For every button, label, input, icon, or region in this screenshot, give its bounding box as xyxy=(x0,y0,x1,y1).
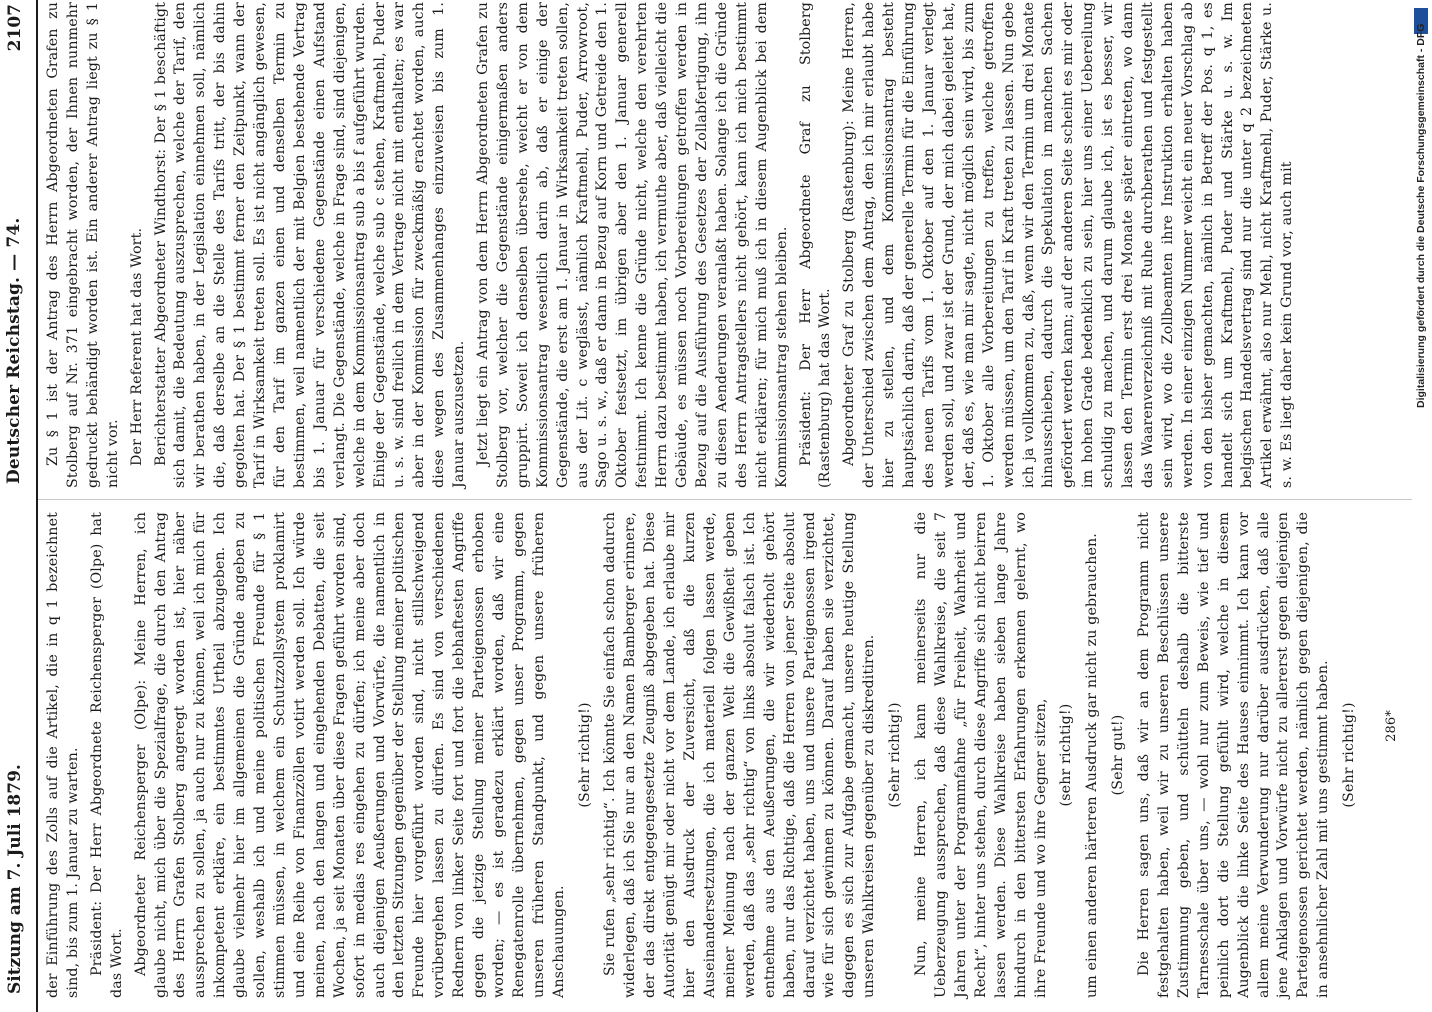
paragraph: Berichterstatter Abgeordneter Windthorst: Der § 1 beschäftigt sich damit, die Bedeutung auszusprechen, welche der Tarif, den wir berathen haben, in der Legislation einnehmen soll, nämlich die, daß derselbe an die Stelle des Tarifs tritt, der bis dahin gegolten hat. Der § 1 bestimmt ferner den Zeitpunkt, wann der Tarif in Wirksamkeit treten soll. Es ist nicht angänglich gewesen, für den Tarif im ganzen einen und denselben Termin zu bestimmen, weil namentlich der mit Belgien bestehende Vertrag bis 1. Januar für verschiedene Gegenstände einen Aufstand verlangt. Die Gegenstände, welche in Frage sind, sind diejenigen, welche in dem Kommissionsantrag sub a bis f aufgeführt wurden. Einige der Gegenstände, welche sub c stehen, Kraftmehl, Puder u. s. w. sind freilich in dem Vertrage nicht mit enthalten; es war aber in der Kommission für zweckmäßig erachtet worden, auch diese wegen des Zusammenhanges einzuweisen bis zum 1. Januar auszusetzen. xyxy=(152,2,468,488)
left-column xyxy=(0,0,1412,490)
header-title: Deutscher Reichstag. — 74. xyxy=(4,217,24,484)
dfg-sidebar xyxy=(1410,0,1432,1000)
right-column xyxy=(0,510,1412,1000)
left-column-body xyxy=(44,2,1302,488)
paragraph: Sie rufen „sehr richtig“. Ich könnte Sie einfach schon dadurch widerlegen, daß ich Sie nur an den Namen Bamberger erinnere, der das direkt entgegengesetzte Zeugniß abgegeben hat. Diese Autorität genügt mir oder nicht vor dem Lande, ich erlaube mir hier den Ausdruck der Zuversicht, daß die kurzen Auseinandersetzungen, die ich materiell folgen lassen werde, meiner Meinung nach der ganzen Welt die Gewißheit geben werden, daß das „sehr richtig“ von links absolut falsch ist. Ich entnehme aus den Aeußerungen, die wir wiederholt gehört haben, nur das Richtige, daß die Herren von jener Seite absolut darauf verzichtet haben, uns und unsere Parteigenossen irgend wie für sich gewinnen zu können. Darauf haben sie verzichtet, dagegen es sich zur Aufgabe gemacht, unsere heutige Stellung unseren Wahlkreisen gegenüber zu diskreditiren. xyxy=(602,512,878,998)
paragraph: Abgeordneter Reichensperger (Olpe): Meine Herren, ich glaube nicht, mich über die Spezialfrage, die durch den Antrag des Herrn Grafen Stolberg angeregt worden ist, hier näher aussprechen zu sollen, ja auch nur zu können, weil ich mich für inkompetent erkläre, ein bestimmtes Urtheil abzugeben. Ich glaube vielmehr hier im allgemeinen die Gründe angeben zu sollen, weshalb ich und meine politischen Freunde für § 1 stimmen müssen, in welchem ein Schutzzollsystem proklamirt und eine Reihe von Finanzzöllen votirt werden soll. Ich würde meinen, nach den langen und eingehenden Debatten, die seit Wochen, ja seit Monaten über diese Fragen geführt worden sind, sofort in medias res eingehen zu dürfen; ich meine aber doch auch diejenigen Aeußerungen und Vorwürfe, die namentlich in den letzten Sitzungen gegenüber der Stellung meiner politischen Freunde hier vorgeführt worden sind, nicht stillschweigend vorübergehen lassen zu dürfen. Es sind von verschiedenen Rednern von linker Seite fort und fort die lebhaftesten Angriffe gegen die jetzige Stellung meiner Parteigenossen erhoben worden; — es ist geradezu erklärt worden, daß wir eine Renegatenrolle übernehmen, gegen unser Programm, gegen unseren früheren Standpunkt, und gegen unsere früheren Anschauungen. xyxy=(132,512,567,998)
interjection: (Sehr gut!) xyxy=(1110,714,1127,796)
paragraph: Zu § 1 ist der Antrag des Herrn Abgeordneten Grafen zu Stolberg auf Nr. 371 eingebracht worden, der Ihnen nunmehr gedruckt behändigt worden ist. Ein anderer Antrag liegt zu § 1 nicht vor. xyxy=(45,2,121,488)
signature-mark: 286* xyxy=(1384,710,1400,742)
paragraph: Präsident: Der Herr Abgeordnete Graf zu Stolberg (Rastenburg) hat das Wort. xyxy=(797,2,834,488)
interjection: (Sehr richtig!) xyxy=(1341,702,1358,808)
header-rule xyxy=(36,0,38,502)
paragraph: der Einführung des Zolls auf die Artikel, die in q 1 bezeichnet sind, bis zum 1. Januar zu warten. xyxy=(45,512,81,998)
header-left: Sitzung am 7. Juli 1879. xyxy=(5,764,25,994)
interjection: (Sehr richtig!) xyxy=(576,702,593,808)
interjection: (Sehr richtig!) xyxy=(887,702,904,808)
right-column-body xyxy=(44,512,1366,998)
paragraph: Nun, meine Herren, ich kann meinerseits nur die Ueberzeugung aussprechen, daß diese Wahlkreise, die seit 7 Jahren unter der Programmfahne „für Freiheit, Wahrheit und Recht“, hinter uns stehen, durch diese Angriffe sich nicht beirren lassen werden. Diese Wahlkreise haben sieben lange Jahre hindurch in den bittersten Erfahrungen erkennen gelernt, wo ihre Freunde und wo ihre Gegner sitzen, xyxy=(913,512,1049,998)
column-divider xyxy=(36,499,1412,500)
paragraph: Präsident: Der Herr Abgeordnete Reichensperger (Olpe) hat das Wort. xyxy=(88,512,125,998)
header-rule xyxy=(36,502,38,1012)
interjection: (sehr richtig!) xyxy=(1058,703,1075,807)
dfg-credit: Digitalisierung gefördert durch die Deutsche Forschungsgemeinschaft - DFG xyxy=(1415,23,1427,408)
page-number: 2107 xyxy=(5,4,25,52)
paragraph: Der Herr Referent hat das Wort. xyxy=(128,227,145,466)
paragraph: Abgeordneter Graf zu Stolberg (Rastenburg): Meine Herren, der Unterschied zwischen dem Antrag, den ich mir erlaubt habe hier zu stellen, und dem Kommissionsantrag besteht hauptsächlich darin, daß der generelle Termin für die Einführung des neuen Tarifs vom 1. Oktober auf den 1. Januar verlegt werden soll, und zwar ist der Grund, der mich dabei geleitet hat, der, daß es, wie man mir sagte, nicht möglich sein wird, bis zum 1. Oktober alle Vorbereitungen zu treffen, welche getroffen werden müssen, um den Tarif in Kraft treten zu lassen. Nun gebe ich ja vollkommen zu, daß, wenn wir den Termin um drei Monate hinausschieben, dadurch die Spekulation in manchen Sachen gefördert werden kann; auf der anderen Seite scheint es mir oder im hohen Grade bedenklich zu sein, hier uns einer Uebereilung schuldig zu machen, und darum glaube ich, ist es besser, wir lassen den Termin erst drei Monate später eintreten, wo dann das Waarenverzeichniß mit Ruhe durchberathen und festgestellt sein wird, wo die Zollbeamten ihre Instruktion erhalten haben werden. In einer einzigen Nummer weicht ein neuer Vorschlag ab von den bisher gemachten, nämlich in Betreff der Pos. q 1, es handelt sich um Kraftmehl, Puder und Stärke u. s. w. Im belgischen Handelsvertrag sind nur die unter q 2 bezeichneten Artikel erwähnt, also nur Mehl, nicht Kraftmehl, Puder, Stärke u. s. w. Es liegt daher kein Grund vor, auch mit xyxy=(841,2,1296,488)
paragraph: um einen anderen härteren Ausdruck gar nicht zu gebrauchen. xyxy=(1084,533,1101,998)
left-header xyxy=(5,0,33,490)
paragraph: Die Herren sagen uns, daß wir an dem Programm nicht festgehalten haben, weil wir zu unseren Beschlüssen unsere Zustimmung geben, und schütteln deshalb die bitterste Tarnesschale über uns, — wohl nur zum Beweis, wie tief und peinlich dort die Stellung gefühlt wird, welche in diesem Augenblick die linke Seite des Hauses einnimmt. Ich kann vor allem meine Verwunderung nur darüber ausdrücken, daß alle jene Anklagen und Vorwürfe nicht zu allererst gegen diejenigen Parteigenossen gerichtet werden, nämlich gegen diejenigen, die in ansehnlicher Zahl mit uns gestimmt haben. xyxy=(1136,512,1332,998)
paragraph: Jetzt liegt ein Antrag von dem Herrn Abgeordneten Grafen zu Stolberg vor, welcher die Gegenstände einigermaßen anders gruppirt. Soweit ich denselben übersehe, weicht er von dem Kommissionsantrag wesentlich darin ab, daß er einige der Gegenstände, die erst am 1. Januar in Wirksamkeit treten sollen, aus der Lit. c weglässt, nämlich Kraftmehl, Puder, Arrowroot, Sago u. s. w., daß er dann in Bezug auf Korn und Getreide den 1. Oktober festsetzt, im übrigen aber den 1. Januar generell festnimmt. Ich kenne die Gründe nicht, welche den verehrten Herrn dazu bestimmt haben, ich vermuthe aber, daß vielleicht die Gebäude, es müssen noch Vorbereitungen getroffen werden in Bezug auf die Ausführung des Gesetzes der Zollabfertigung, ihn zu diesen Aenderungen veranlaßt haben. Solange ich die Gründe des Herrn Antragstellers nicht gehört, kann ich mich bestimmt nicht erklären; für mich muß ich in diesem Augenblick bei dem Kommissionsantrag stehen bleiben. xyxy=(475,2,790,488)
